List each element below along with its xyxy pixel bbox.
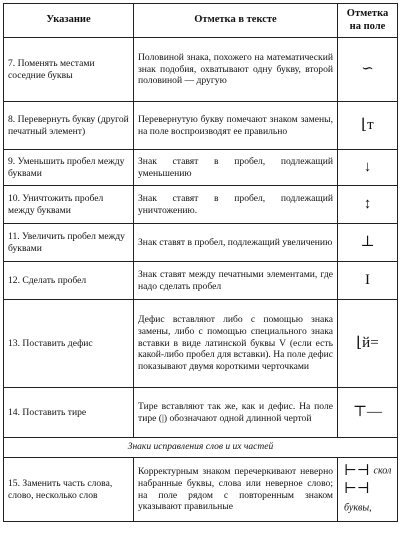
text-mark-cell: Дефис вставляют либо с помощью знака замены, либо с помощью специального знака вставки в виде латинской буквы V (если есть какой-либо пробел для вставки). На поле дефис показывают двумя короткими черточками: [134, 300, 338, 388]
header-row: [4, 4, 398, 38]
replace-word-icon: ⊢⊣: [344, 463, 370, 480]
proofreading-marks-table: [3, 3, 398, 522]
margin-mark-cell: [338, 102, 398, 150]
hyphen-mark-icon: ⌊й=: [356, 335, 379, 352]
replace-mark-icon: ⌊т: [361, 117, 374, 134]
remove-space-icon: ↕: [363, 196, 372, 213]
margin-mark-cell: [338, 300, 398, 388]
increase-space-icon: ⊥: [360, 234, 375, 251]
table-row: [4, 186, 398, 224]
instruction-cell: 8. Перевернуть букву (другой печатный элемент): [4, 102, 134, 150]
margin-replace-line: [344, 480, 393, 517]
margin-mark-cell: [338, 262, 398, 300]
text-mark-cell: Знак ставят в пробел, подлежащий уменьшению: [134, 150, 338, 186]
make-space-icon: I: [365, 272, 370, 289]
instruction-cell: 15. Заменить часть слова, слово, несколько слов: [4, 458, 134, 522]
text-mark-cell: Знак ставят в пробел, подлежащий уничтожению.: [134, 186, 338, 224]
margin-mark-cell: [338, 388, 398, 438]
table-row: [4, 150, 398, 186]
instruction-cell: 10. Уничтожить пробел между буквами: [4, 186, 134, 224]
margin-mark-cell: [338, 458, 398, 522]
instruction-cell: 7. Поменять местами соседние буквы: [4, 38, 134, 102]
instruction-cell: 9. Уменьшить пробел между буквами: [4, 150, 134, 186]
swap-mark-icon: ∽: [361, 61, 374, 78]
text-mark-cell: Знак ставят между печатными элементами, где надо сделать пробел: [134, 262, 338, 300]
instruction-cell: 13. Поставить дефис: [4, 300, 134, 388]
header-margin-mark: Отметка на поле: [338, 4, 398, 38]
text-mark-cell: Знак ставят в пробел, подлежащий увеличению: [134, 224, 338, 262]
dash-mark-icon: ⊤—: [352, 404, 383, 421]
text-mark-cell: Корректурным знаком перечеркивают неверно набранные буквы, слова или неверное слово; на поле рядом с повторенным знаком указывают правильные: [134, 458, 338, 522]
text-mark-cell: Перевернутую букву помечают знаком замены, на поле воспроизводят ее правильно: [134, 102, 338, 150]
header-text-mark: Отметка в тексте: [134, 4, 338, 38]
instruction-cell: 12. Сделать пробел: [4, 262, 134, 300]
margin-mark-cell: [338, 224, 398, 262]
replace-word-icon: ⊢⊣: [344, 481, 370, 498]
table-row: [4, 102, 398, 150]
reduce-space-icon: ↓: [363, 159, 372, 176]
table-row: [4, 224, 398, 262]
text-mark-cell: Тире вставляют так же, как и дефис. На поле тире (|) обозначают одной длинной чертой: [134, 388, 338, 438]
margin-word: скол: [373, 465, 392, 477]
section-title: Знаки исправления слов и их частей: [4, 438, 398, 458]
table-row: [4, 262, 398, 300]
table-row: [4, 458, 398, 522]
margin-word: буквы,: [344, 502, 372, 514]
margin-mark-cell: [338, 150, 398, 186]
section-row: [4, 438, 398, 458]
text-mark-cell: Половиной знака, похожего на математический знак подобия, охватывают одну букву, второй половиной — другую: [134, 38, 338, 102]
table-row: [4, 38, 398, 102]
header-instruction: Указание: [4, 4, 134, 38]
margin-mark-cell: [338, 38, 398, 102]
table-row: [4, 300, 398, 388]
margin-mark-cell: [338, 186, 398, 224]
table-row: [4, 388, 398, 438]
margin-replace-line: [344, 462, 393, 480]
instruction-cell: 11. Увеличить пробел между буквами: [4, 224, 134, 262]
instruction-cell: 14. Поставить тире: [4, 388, 134, 438]
